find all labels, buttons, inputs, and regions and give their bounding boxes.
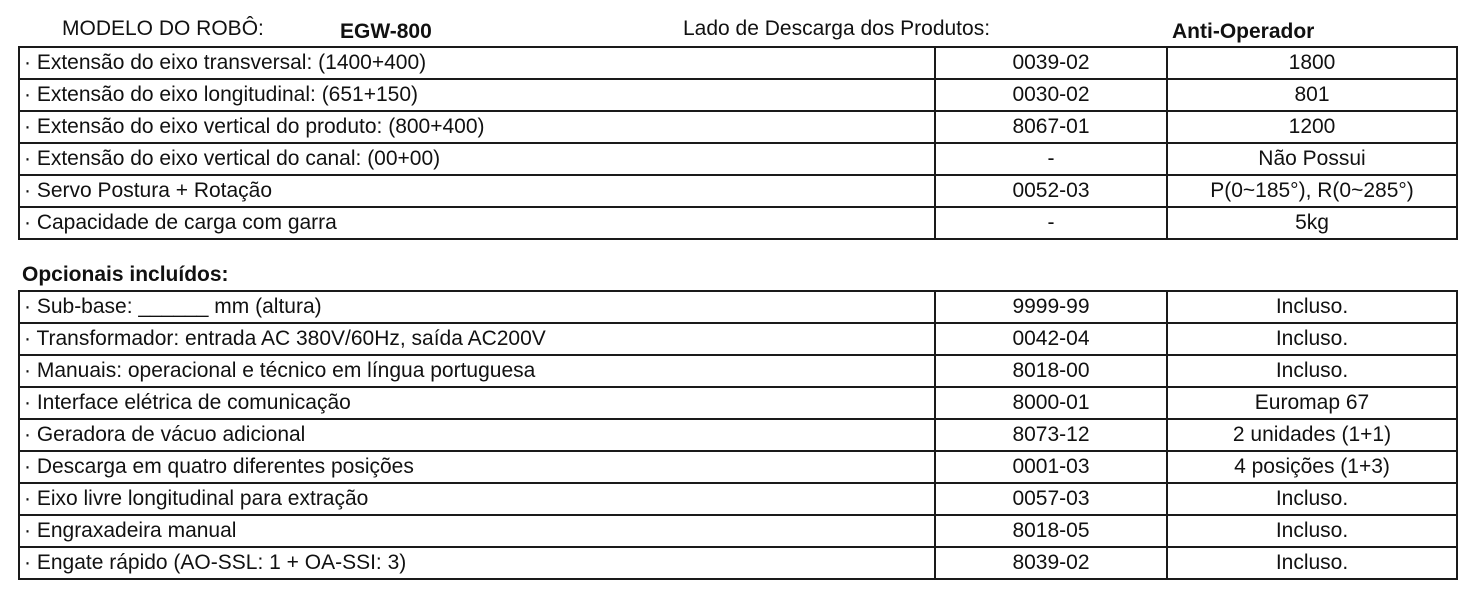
- table-row: [19, 143, 1457, 175]
- optional-description: · Engraxadeira manual: [19, 515, 935, 547]
- spec-description: · Capacidade de carga com garra: [19, 207, 935, 239]
- spec-value: 5kg: [1167, 207, 1457, 239]
- optional-value: Incluso.: [1167, 323, 1457, 355]
- spec-description: · Extensão do eixo vertical do produto: (800+400): [19, 111, 935, 143]
- spec-description: · Servo Postura + Rotação: [19, 175, 935, 207]
- table-row: [19, 387, 1457, 419]
- specs-table: [18, 46, 1458, 240]
- optional-value: Incluso.: [1167, 355, 1457, 387]
- optional-description: · Transformador: entrada AC 380V/60Hz, saída AC200V: [19, 323, 935, 355]
- table-row: [19, 323, 1457, 355]
- spec-value: P(0~185°), R(0~285°): [1167, 175, 1457, 207]
- spec-code: 0052-03: [935, 175, 1167, 207]
- table-row: [19, 547, 1457, 579]
- optional-code: 8018-00: [935, 355, 1167, 387]
- document-header: [0, 0, 1465, 46]
- spec-code: -: [935, 207, 1167, 239]
- optional-description: · Manuais: operacional e técnico em língua portuguesa: [19, 355, 935, 387]
- table-row: [19, 111, 1457, 143]
- table-row: [19, 515, 1457, 547]
- model-value: EGW-800: [340, 20, 432, 43]
- table-row: [19, 483, 1457, 515]
- optional-value: Incluso.: [1167, 515, 1457, 547]
- spec-code: 0030-02: [935, 79, 1167, 111]
- table-row: [19, 355, 1457, 387]
- optional-value: 4 posições (1+3): [1167, 451, 1457, 483]
- optional-code: 0042-04: [935, 323, 1167, 355]
- optional-code: 9999-99: [935, 291, 1167, 323]
- table-row: [19, 175, 1457, 207]
- optional-description: · Eixo livre longitudinal para extração: [19, 483, 935, 515]
- optional-code: 8073-12: [935, 419, 1167, 451]
- optionals-title: Opcionais incluídos:: [22, 263, 229, 286]
- spec-description: · Extensão do eixo longitudinal: (651+150): [19, 79, 935, 111]
- optional-description: · Descarga em quatro diferentes posições: [19, 451, 935, 483]
- optional-value: 2 unidades (1+1): [1167, 419, 1457, 451]
- optional-code: 8000-01: [935, 387, 1167, 419]
- table-row: [19, 291, 1457, 323]
- optional-description: · Engate rápido (AO-SSL: 1 + OA-SSI: 3): [19, 547, 935, 579]
- table-row: [19, 451, 1457, 483]
- optional-value: Euromap 67: [1167, 387, 1457, 419]
- discharge-side-value: Anti-Operador: [1172, 20, 1315, 43]
- optional-code: 8018-05: [935, 515, 1167, 547]
- spec-value: Não Possui: [1167, 143, 1457, 175]
- spec-description: · Extensão do eixo vertical do canal: (00+00): [19, 143, 935, 175]
- optional-value: Incluso.: [1167, 483, 1457, 515]
- optional-description: · Geradora de vácuo adicional: [19, 419, 935, 451]
- spec-description: · Extensão do eixo transversal: (1400+400): [19, 47, 935, 79]
- spec-value: 1800: [1167, 47, 1457, 79]
- table-row: [19, 79, 1457, 111]
- spec-code: -: [935, 143, 1167, 175]
- optional-description: · Sub-base: ______ mm (altura): [19, 291, 935, 323]
- optional-description: · Interface elétrica de comunicação: [19, 387, 935, 419]
- table-row: [19, 419, 1457, 451]
- table-row: [19, 207, 1457, 239]
- table-row: [19, 47, 1457, 79]
- optional-code: 8039-02: [935, 547, 1167, 579]
- spec-value: 1200: [1167, 111, 1457, 143]
- model-label: MODELO DO ROBÔ:: [62, 17, 264, 40]
- spec-code: 8067-01: [935, 111, 1167, 143]
- optional-value: Incluso.: [1167, 291, 1457, 323]
- optionals-table: [18, 290, 1458, 580]
- discharge-side-label: Lado de Descarga dos Produtos:: [683, 17, 991, 40]
- optional-value: Incluso.: [1167, 547, 1457, 579]
- spec-code: 0039-02: [935, 47, 1167, 79]
- optional-code: 0001-03: [935, 451, 1167, 483]
- spec-value: 801: [1167, 79, 1457, 111]
- optional-code: 0057-03: [935, 483, 1167, 515]
